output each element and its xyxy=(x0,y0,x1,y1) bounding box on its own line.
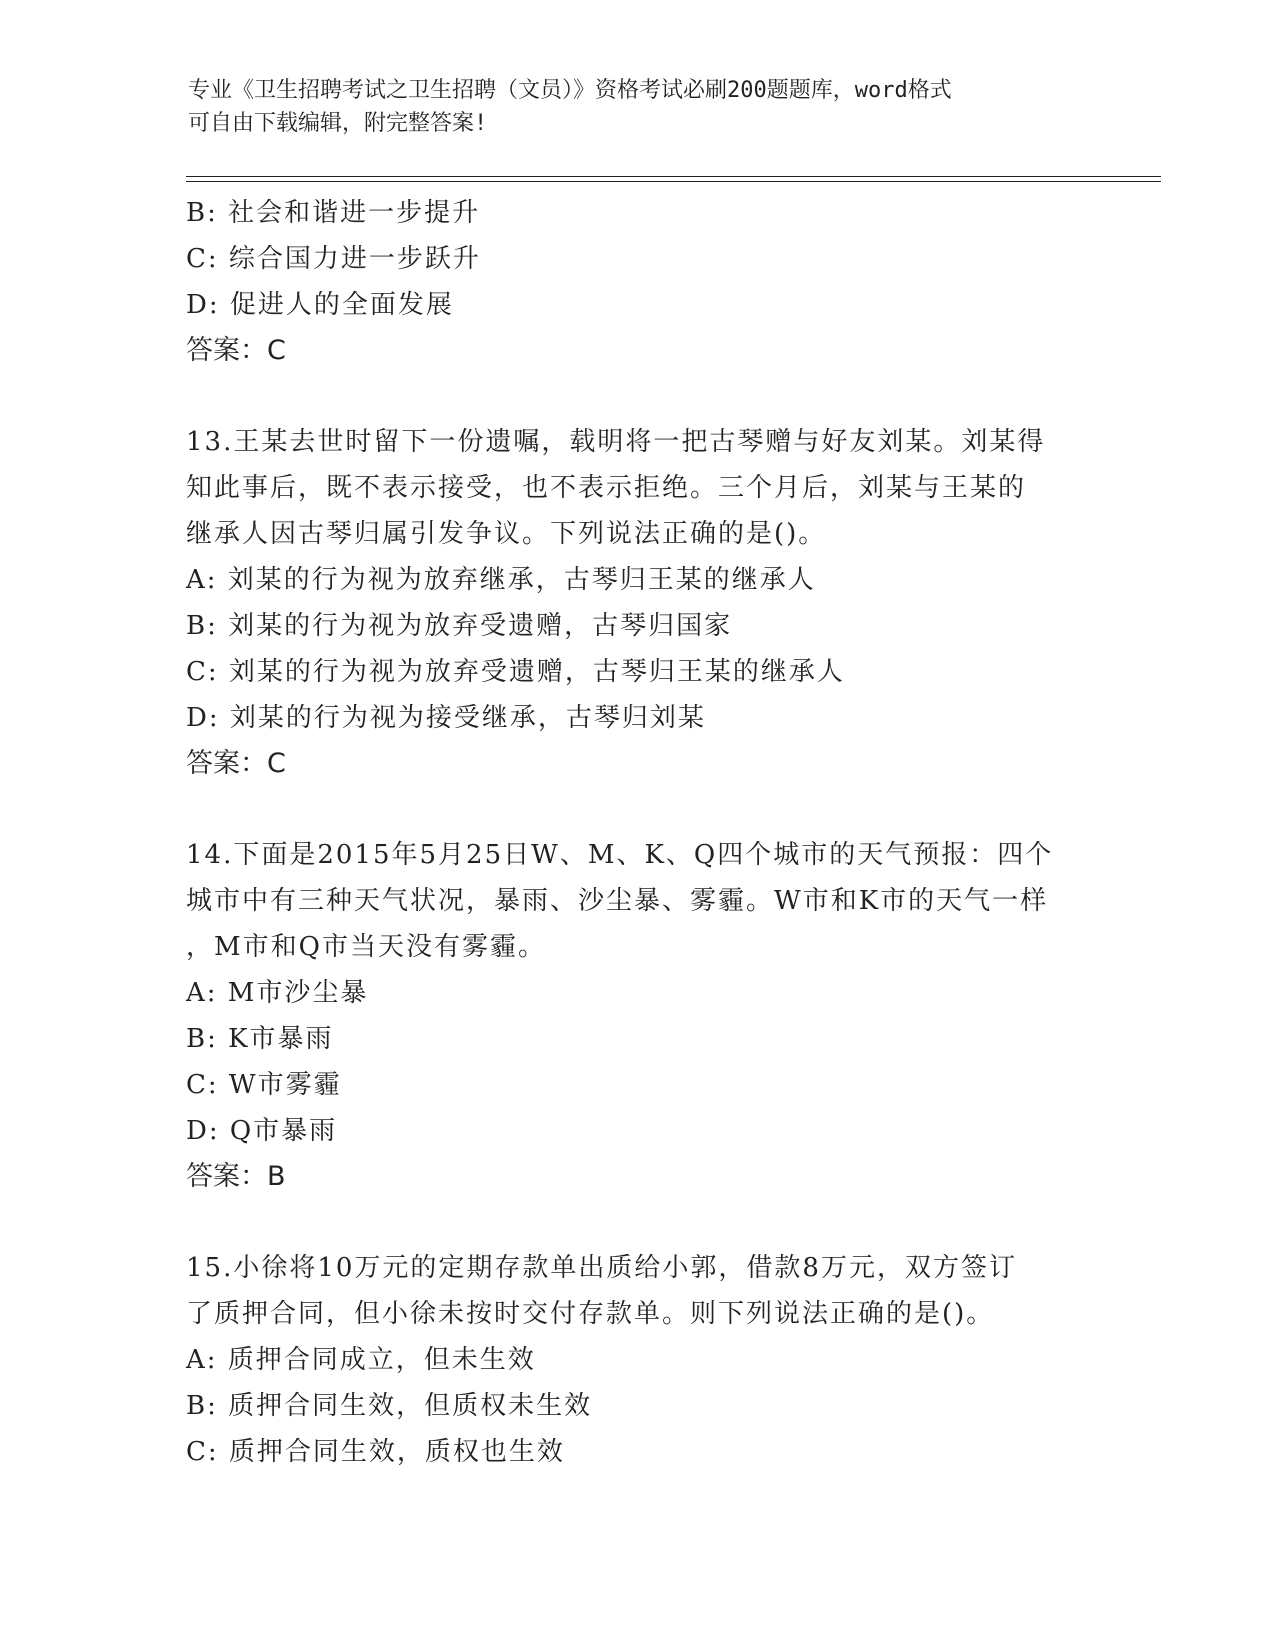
question-14 xyxy=(186,832,1086,1200)
question-text: 15.小徐将10万元的定期存款单出质给小郭，借款8万元，双方签订 xyxy=(186,1253,1017,1283)
question-15 xyxy=(186,1245,1086,1475)
answer-line: 答案：C xyxy=(186,748,286,779)
option-a: A: M市沙尘暴 xyxy=(186,978,369,1008)
answer-line: 答案：C xyxy=(186,335,286,366)
option-c: C: W市雾霾 xyxy=(186,1070,342,1100)
page-header xyxy=(188,74,1068,140)
question-text: 14.下面是2015年5月25日W、M、K、Q四个城市的天气预报：四个 xyxy=(186,840,1054,870)
header-divider-bottom xyxy=(186,181,1161,182)
option-a: A: 质押合同成立，但未生效 xyxy=(186,1345,536,1375)
question-content xyxy=(186,190,1086,1475)
option-b: B: 质押合同生效，但质权未生效 xyxy=(186,1391,593,1421)
option-a: A: 刘某的行为视为放弃继承，古琴归王某的继承人 xyxy=(186,565,816,595)
option-c: C: 质押合同生效，质权也生效 xyxy=(186,1437,565,1467)
answer-line: 答案：B xyxy=(186,1161,286,1192)
question-13 xyxy=(186,419,1086,787)
option-b: B: K市暴雨 xyxy=(186,1024,334,1054)
option-d: D: Q市暴雨 xyxy=(186,1116,338,1146)
option-d: D: 刘某的行为视为接受继承，古琴归刘某 xyxy=(186,703,706,733)
header-title-line-2: 可自由下载编辑，附完整答案! xyxy=(188,111,488,136)
option-b: B: 刘某的行为视为放弃受遗赠，古琴归国家 xyxy=(186,611,733,641)
header-title-line-1: 专业《卫生招聘考试之卫生招聘（文员）》资格考试必刷200题题库，word格式 xyxy=(188,78,952,103)
question-text: 了质押合同，但小徐未按时交付存款单。则下列说法正确的是()。 xyxy=(186,1299,995,1329)
question-text: ，M市和Q市当天没有雾霾。 xyxy=(186,932,546,962)
question-12-continued xyxy=(186,190,1086,374)
header-divider-top xyxy=(186,176,1161,177)
question-text: 13.王某去世时留下一份遗嘱，载明将一把古琴赠与好友刘某。刘某得 xyxy=(186,427,1046,457)
question-text: 城市中有三种天气状况，暴雨、沙尘暴、雾霾。W市和K市的天气一样 xyxy=(186,886,1049,916)
option-c: C: 刘某的行为视为放弃受遗赠，古琴归王某的继承人 xyxy=(186,657,845,687)
option-b: B: 社会和谐进一步提升 xyxy=(186,198,481,228)
option-c: C: 综合国力进一步跃升 xyxy=(186,244,481,274)
option-d: D: 促进人的全面发展 xyxy=(186,290,454,320)
question-text: 知此事后，既不表示接受，也不表示拒绝。三个月后，刘某与王某的 xyxy=(186,473,1027,503)
question-text: 继承人因古琴归属引发争议。下列说法正确的是()。 xyxy=(186,519,827,549)
